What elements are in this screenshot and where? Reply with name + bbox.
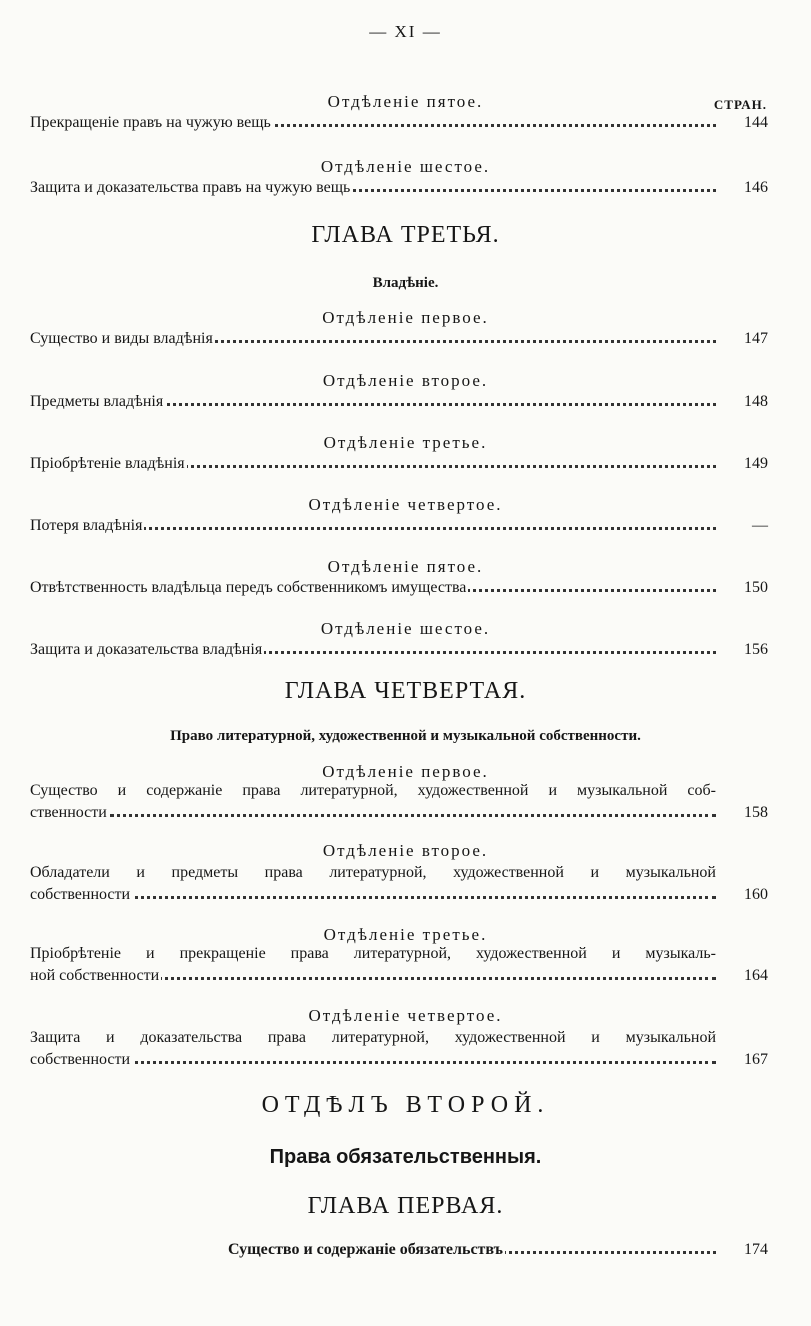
entry-title-line1: Пріобрѣтеніе и прекращеніе права литературной, художественной и музыкаль-	[30, 945, 716, 962]
chapter-subtitle: Право литературной, художественной и музыкальной собственности.	[170, 728, 641, 744]
section-heading: Отдѣленіе шестое.	[320, 157, 491, 176]
dot-leader	[110, 896, 716, 899]
entry-title: Существо и содержаніе обязательствъ	[228, 1239, 505, 1261]
toc-entry	[30, 328, 768, 350]
entry-title-line1: Обладатели и предметы права литературной, художественной и музыкальной	[30, 864, 716, 881]
section-heading: Отдѣленіе третье.	[323, 433, 488, 452]
entry-title: Защита и доказательства правъ на чужую вещь	[30, 177, 352, 199]
entry-page: 158	[744, 804, 768, 821]
section-heading: Отдѣленіе первое.	[322, 308, 489, 327]
section-heading: Отдѣленіе четвертое.	[308, 495, 503, 514]
chapter-title: ГЛАВА ПЕРВАЯ.	[307, 1193, 504, 1219]
section-heading: Отдѣленіе первое.	[322, 762, 489, 781]
entry-title: Отвѣтственность владѣльца передъ собственникомъ имущества	[30, 577, 468, 599]
entry-page: 174	[744, 1241, 768, 1258]
entry-title: Предметы владѣнія	[30, 391, 165, 413]
dot-leader	[110, 1061, 716, 1064]
entry-title-line2: собственности	[30, 1049, 132, 1071]
entry-page: 150	[744, 579, 768, 596]
entry-page: 167	[744, 1051, 768, 1068]
entry-page: 149	[744, 455, 768, 472]
toc-entry	[30, 862, 768, 906]
dot-leader	[110, 977, 716, 980]
page-number: — XI —	[369, 22, 442, 41]
toc-entry	[30, 1027, 768, 1071]
entry-title-line2: ственности	[30, 802, 109, 824]
dot-leader	[110, 814, 716, 817]
toc-entry	[30, 112, 768, 134]
chapter-title: ГЛАВА ЧЕТВЕРТАЯ.	[284, 678, 527, 704]
entry-page: 148	[744, 393, 768, 410]
section-heading: Отдѣленіе пятое.	[327, 92, 484, 111]
toc-entry	[30, 453, 768, 475]
entry-title: Потеря владѣнія	[30, 515, 144, 537]
toc-entry	[30, 577, 768, 599]
entry-title: Существо и виды владѣнія	[30, 328, 215, 350]
entry-title-line1: Существо и содержаніе права литературной, художественной и музыкальной соб-	[30, 782, 716, 799]
part-subtitle: Права обязательственныя.	[269, 1146, 542, 1168]
page-column-header: СТРАН.	[713, 97, 767, 112]
section-heading: Отдѣленіе четвертое.	[308, 1006, 503, 1025]
toc-entry	[30, 515, 768, 537]
toc-entry	[30, 391, 768, 413]
section-heading: Отдѣленіе третье.	[323, 925, 488, 944]
part-title: ОТДѢЛЪ ВТОРОЙ.	[261, 1092, 550, 1118]
toc-entry	[30, 639, 768, 661]
entry-page: 164	[744, 967, 768, 984]
entry-page: —	[752, 517, 768, 534]
section-heading: Отдѣленіе второе.	[322, 371, 489, 390]
entry-page: 147	[744, 330, 768, 347]
chapter-title: ГЛАВА ТРЕТЬЯ.	[311, 222, 500, 248]
toc-entry	[30, 177, 768, 199]
section-heading: Отдѣленіе пятое.	[327, 557, 484, 576]
entry-title-line2: собственности	[30, 884, 132, 906]
toc-entry	[30, 943, 768, 987]
entry-page: 144	[744, 114, 768, 131]
chapter-subtitle: Владѣніе.	[372, 275, 439, 291]
section-heading: Отдѣленіе шестое.	[320, 619, 491, 638]
entry-title: Прекращеніе правъ на чужую вещь	[30, 112, 273, 134]
entry-title: Защита и доказательства владѣнія	[30, 639, 264, 661]
entry-title-line2: ной собственности	[30, 965, 161, 987]
entry-title: Пріобрѣтеніе владѣнія	[30, 453, 187, 475]
entry-page: 160	[744, 886, 768, 903]
toc-entry	[30, 780, 768, 824]
toc-entry	[228, 1239, 768, 1261]
section-heading: Отдѣленіе второе.	[322, 841, 489, 860]
entry-page: 146	[744, 179, 768, 196]
entry-page: 156	[744, 641, 768, 658]
entry-title-line1: Защита и доказательства права литературной, художественной и музыкальной	[30, 1029, 716, 1046]
